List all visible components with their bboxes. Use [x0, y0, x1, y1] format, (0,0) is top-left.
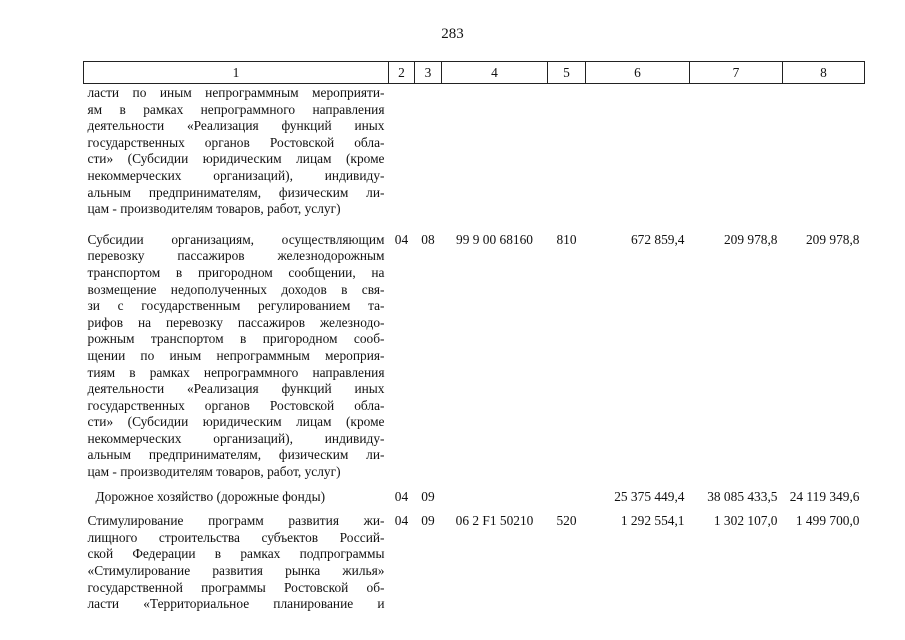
description-line: государственных органов Ростовской обла- — [87, 134, 385, 150]
cell-target-code — [442, 84, 548, 218]
description-line: государственной программы Ростовской об- — [87, 579, 385, 595]
row-description — [84, 505, 389, 613]
cell-amount-6: 1 292 554,1 — [620, 513, 685, 529]
description-line: возмещение недополученных доходов в свя- — [87, 281, 385, 297]
description-line: «Стимулирование развития рынка жилья» — [87, 563, 385, 579]
table-row — [84, 84, 865, 218]
cell-target-code: 06 2 F1 50210 — [455, 513, 534, 529]
table-row — [84, 218, 865, 481]
description-line: цам - производителям товаров, работ, услуг) — [87, 201, 341, 217]
description-line: сти» (Субсидии юридическим лицам (кроме — [87, 151, 385, 167]
cell-section: 04 — [394, 231, 409, 247]
description-line: государственных органов Ростовской обла- — [87, 397, 385, 413]
description-line: зи с государственным регулированием та- — [87, 298, 385, 314]
header-col-6: 6 — [586, 62, 690, 84]
cell-amount-7: 38 085 433,5 — [707, 488, 778, 504]
header-col-7: 7 — [690, 62, 783, 84]
description-line: перевозку пассажиров железнодорожным — [87, 248, 385, 264]
description-line: Стимулирование программ развития жи- — [87, 513, 385, 529]
description-line: рожным транспортом в пригородном сооб- — [87, 331, 385, 347]
description-line: ласти по иным непрограммным мероприяти- — [87, 85, 385, 100]
cell-amount-8: 24 119 349,6 — [789, 488, 860, 504]
cell-expense-type — [548, 481, 586, 506]
cell-expense-type: 810 — [556, 231, 577, 247]
header-col-2: 2 — [389, 62, 415, 84]
cell-subsection: 08 — [421, 231, 435, 247]
description-line: Дорожное хозяйство (дорожные фонды) — [95, 488, 326, 504]
description-line: щении по иным непрограммным мероприя- — [87, 347, 385, 363]
description-line: лищного строительства субъектов Россий- — [87, 529, 385, 545]
cell-amount-7: 209 978,8 — [723, 231, 778, 247]
description-line: транспортом в пригородном сообщении, на — [87, 264, 385, 280]
cell-amount-6: 25 375 449,4 — [614, 488, 685, 504]
header-col-4: 4 — [442, 62, 548, 84]
description-line: некоммерческих организаций), индивиду- — [87, 430, 385, 446]
cell-amount-6: 672 859,4 — [630, 231, 685, 247]
cell-amount-6 — [586, 84, 690, 218]
cell-amount-8: 209 978,8 — [805, 231, 860, 247]
header-row — [84, 62, 865, 84]
description-line: деятельности «Реализация функций иных — [87, 381, 385, 397]
cell-expense-type — [548, 84, 586, 218]
description-line: деятельности «Реализация функций иных — [87, 118, 385, 134]
description-line: ям в рамках непрограммного направления — [87, 101, 385, 117]
description-line: ласти «Территориальное планирование и — [87, 596, 385, 612]
budget-table — [83, 61, 865, 613]
cell-subsection: 09 — [421, 488, 435, 504]
cell-target-code — [442, 481, 548, 506]
cell-target-code: 99 9 00 68160 — [456, 231, 533, 247]
description-line: цам - производителям товаров, работ, услуг) — [87, 464, 341, 480]
page-number: 283 — [441, 26, 464, 42]
cell-amount-8 — [783, 84, 865, 218]
description-line: ской Федерации в рамках подпрограммы — [87, 546, 385, 562]
description-line: альным предпринимателям, физическим ли- — [87, 184, 385, 200]
cell-amount-8: 1 499 700,0 — [795, 513, 860, 529]
row-description — [84, 481, 389, 506]
table-row — [84, 481, 865, 506]
table-row — [84, 505, 865, 613]
description-line: альным предпринимателям, физическим ли- — [87, 447, 385, 463]
cell-expense-type: 520 — [556, 513, 577, 529]
description-line: рифов на перевозку пассажиров железнодо- — [87, 314, 385, 330]
cell-section: 04 — [394, 513, 409, 529]
header-col-3: 3 — [415, 62, 442, 84]
row-description — [84, 218, 389, 481]
cell-subsection: 09 — [421, 513, 435, 529]
cell-section: 04 — [394, 488, 409, 504]
description-line: сти» (Субсидии юридическим лицам (кроме — [87, 414, 385, 430]
description-line: некоммерческих организаций), индивиду- — [87, 167, 385, 183]
row-description — [84, 84, 389, 218]
header-col-5: 5 — [548, 62, 586, 84]
cell-subsection — [415, 84, 442, 218]
description-line: Субсидии организациям, осуществляющим — [87, 231, 385, 247]
header-col-8: 8 — [783, 62, 865, 84]
cell-amount-7 — [690, 84, 783, 218]
cell-amount-7: 1 302 107,0 — [713, 513, 778, 529]
header-col-1: 1 — [84, 62, 389, 84]
cell-section — [389, 84, 415, 218]
description-line: тиям в рамках непрограммного направления — [87, 364, 385, 380]
